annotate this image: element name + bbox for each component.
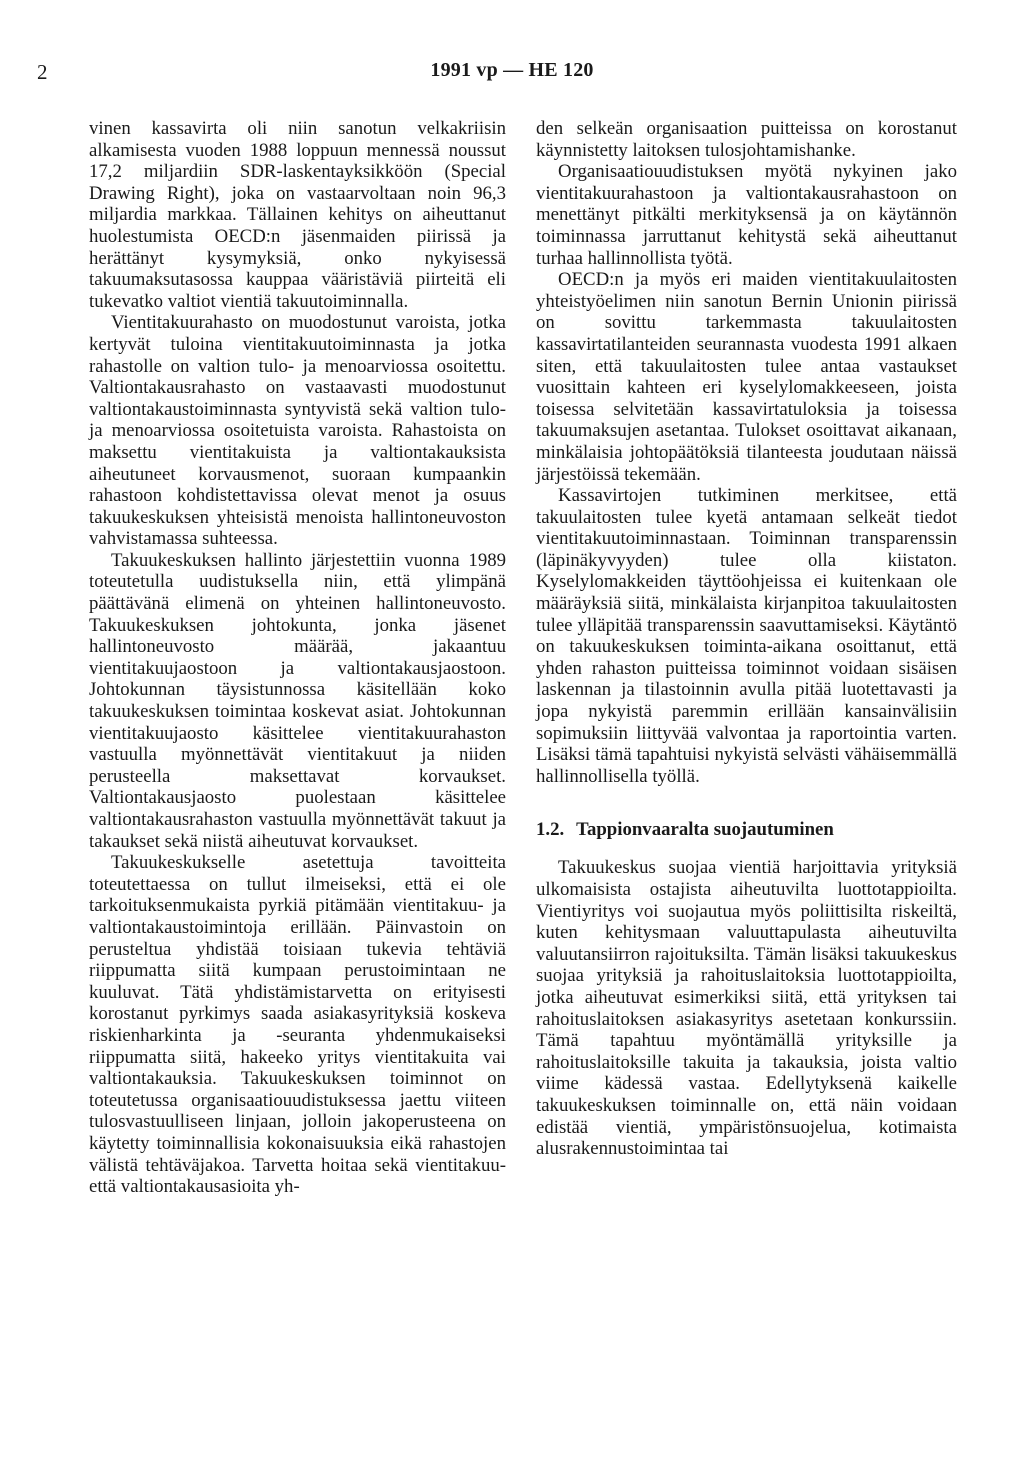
running-head: 1991 vp — HE 120 (430, 59, 594, 81)
body-paragraph: Takuukeskukselle asetettuja tavoitteita toteutettaessa on tullut ilmeiseksi, että ei ole tarkoituksenmukaista pyrkiä pitämään vientitakuu- ja valtiontakaustoimintoja erillään. Päinvastoin on perusteltua yhdistää toisiaan tukevia tehtäviä riippumatta siitä kumpaan perustoimintaan ne kuuluvat. Tätä yhdistämistarvetta on erityisesti korostanut pyrkimys saada asiakasyrityksiä koskeva riskienharkinta ja -seuranta yhdenmukaiseksi riippumatta siitä, hakeeko yritys vientitakuita vai valtiontakauksia. Takuukeskuksen toiminnot on toteutetussa organisaatiouudistuksessa jaettu viiteen tulosvastuulliseen linjaan, jolloin jakoperusteena on käytetty toiminnallisia kokonaisuuksia eikä rahastojen välistä tehtäväjakoa. Tarvetta hoitaa sekä vientitakuu- että valtiontakausasioita yh- (89, 852, 506, 1198)
body-paragraph: den selkeän organisaation puitteissa on korostanut käynnistetty laitoksen tulosjohtamishanke. (536, 118, 957, 161)
body-paragraph: Takuukeskuksen hallinto järjestettiin vuonna 1989 toteutetulla uudistuksella niin, että ylimpänä päättävänä elimenä on yhteinen hallintoneuvosto. Takuukeskuksen johtokunta, jonka jäsenet hallintoneuvosto määrää, jakaantuu vientitakuujaostoon ja valtiontakausjaostoon. Johtokunnan täysistunnossa käsitellään koko takuukeskuksen toimintaa koskevat asiat. Johtokunnan vientitakuujaosto käsittelee vientitakuurahaston vastuulla myönnettävät vientitakuut ja niiden perusteella maksettavat korvaukset. Valtiontakausjaosto puolestaan käsittelee valtiontakausrahaston vastuulla myönnettävät takuut ja takaukset sekä niistä aiheutuvat korvaukset. (89, 549, 506, 852)
body-paragraph: Vientitakuurahasto on muodostunut varoista, jotka kertyvät tuloina vientitakuutoiminnasta ja jotka rahastolle on valtion tulo- ja menoarviossa osoitettu. Valtiontakausrahasto on vastaavasti muodostunut valtiontakaustoiminnasta syntyvistä sekä valtion tulo- ja menoarviossa osoitetuista varoista. Rahastoista on maksettu vientitakuista ja valtiontakauksista aiheutuneet korvausmenot, suoraan kumpaankin rahastoon kohdistettavissa olevat menot ja osuus takuukeskuksen yhteisistä menoista hallintoneuvoston vahvistamassa suhteessa. (89, 312, 506, 550)
right-column (536, 118, 957, 1160)
page-number: 2 (37, 60, 48, 84)
body-paragraph: Organisaatiouudistuksen myötä nykyinen jako vientitakuurahastoon ja valtiontakausrahastoon on menettänyt pitkälti merkityksensä ja on käytännön toiminnassa jarruttanut kehitystä sekä aiheuttanut turhaa hallinnollista työtä. (536, 161, 957, 269)
body-paragraph: OECD:n ja myös eri maiden vientitakuulaitosten yhteistyöelimen niin sanotun Bernin Unionin piirissä on sovittu tarkemmasta takuulaitosten kassavirtatilanteiden seurannasta vuodesta 1991 alkaen siten, että takuulaitosten tulee antaa vastaukset vuosittain kahteen eri kyselylomakkeeseen, joista toisessa selvitetään kassavirtatuloksia ja toisessa takuumaksujen asetantaa. Tulokset osoittavat aikanaan, minkälaisia johtopäätöksiä tilanteesta joudutaan näissä järjestöissä tekemään. (536, 269, 957, 485)
section-title: Tappionvaaralta suojautuminen (576, 819, 834, 841)
body-paragraph: vinen kassavirta oli niin sanotun velkakriisin alkamisesta vuoden 1988 loppuun mennessä noussut 17,2 miljardiin SDR-laskentayksikköön (Special Drawing Right), joka on vastaarvoltaan noin 96,3 miljardia markkaa. Tällainen kehitys on aiheuttanut huolestumista OECD:n jäsenmaiden piirissä ja herättänyt kysymyksiä, onko nykyisessä takuumaksutasossa kauppaa vääristäviä piirteitä eli tukevatko valtiot vientiä takuutoiminnalla. (89, 118, 506, 312)
body-paragraph: Kassavirtojen tutkiminen merkitsee, että takuulaitosten tulee kyetä antamaan selkeät tiedot vientitakuutoiminnastaan. Toiminnan transparenssin (läpinäkyvyyden) tulee olla kiistaton. Kyselylomakkeiden täyttöohjeissa ei kuitenkaan ole määräyksiä siitä, minkälaista kirjanpitoa takuulaitosten tulee ylläpitää transparenssin saavuttamiseksi. Käytäntö on takuukeskuksen toiminta-aikana osoittanut, että yhden rahaston puitteissa toiminnot voidaan sisäisen laskennan ja tilastoinnin avulla pitää luotettavasti ja jopa nykyistä paremmin erillään kansainvälisiin sopimuksiin liittyvää valvontaa ja raportointia varten. Lisäksi tämä tapahtuisi nykyistä selvästi vähäisemmällä hallinnollisella työllä. (536, 485, 957, 787)
body-paragraph: Takuukeskus suojaa vientiä harjoittavia yrityksiä ulkomaisista ostajista aiheutuvilta luottotappioilta. Vientiyritys voi suojautua myös poliittisilta riskeiltä, kuten kehitysmaan valuuttapulasta aiheutuvilta valuutansiirron rajoituksilta. Tämän lisäksi takuukeskus suojaa yrityksiä ja rahoituslaitoksia luottotappioilta, jotka aiheutuvat esimerkiksi siitä, että yrityksen tai rahoituslaitoksen asiakasyritys asetetaan konkurssiin. Tämä tapahtuu myöntämällä yrityksille ja rahoituslaitoksille takuita ja takauksia, joista valtio viime kädessä vastaa. Edellytyksenä kaikelle takuukeskuksen toiminnalle on, että näin voidaan edistää vientiä, ympäristönsuojelua, kotimaista alusrakennustoimintaa tai (536, 857, 957, 1160)
section-number: 1.2. (536, 819, 565, 841)
section-heading (536, 819, 957, 841)
left-column (89, 118, 506, 1198)
